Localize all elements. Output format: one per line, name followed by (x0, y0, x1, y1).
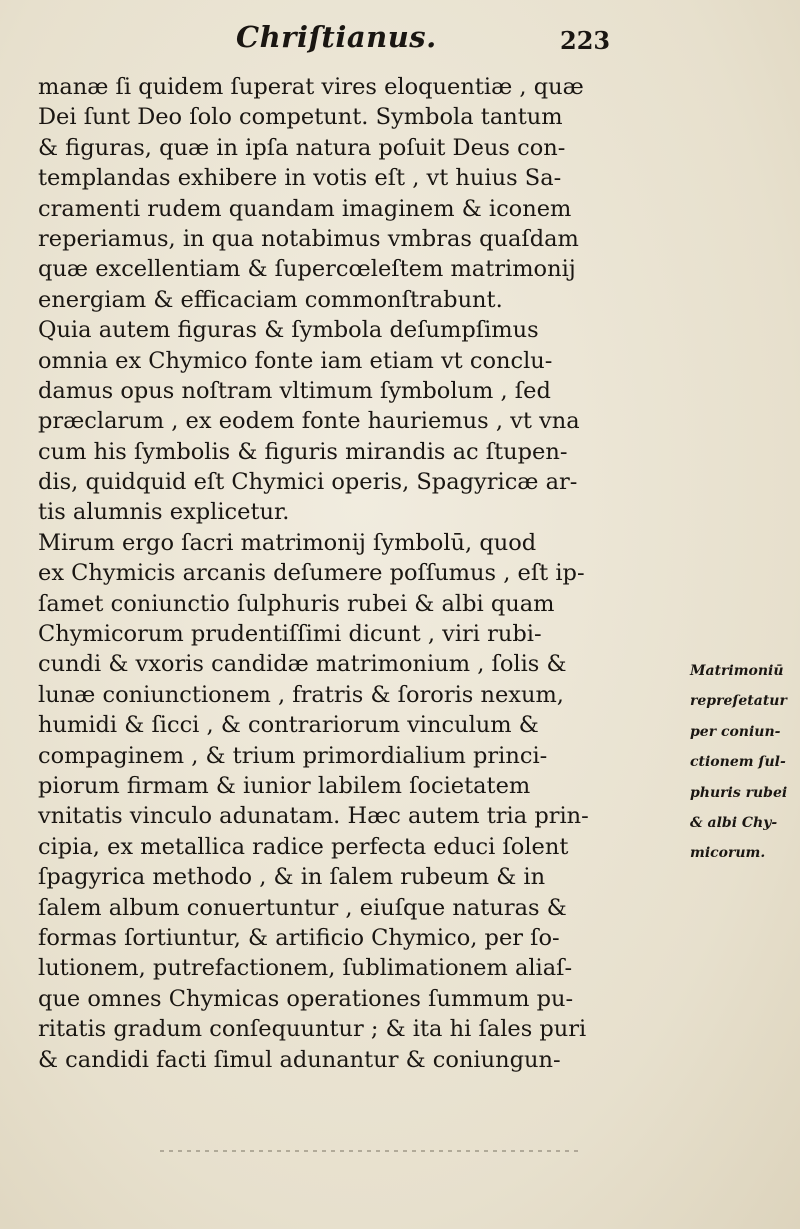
page-number: 223 (560, 26, 611, 55)
margin-note-line: & albi Chy- (690, 814, 778, 831)
text-line: cipia, ex metallica radice perfecta educi ſolent (38, 833, 569, 860)
margin-note-line: ctionem ſul- (690, 754, 786, 771)
text-line: humidi & ſicci , & contrariorum vinculum & (38, 712, 539, 739)
text-line: dis, quidquid eſt Chymici operis, Spagyricæ ar- (38, 469, 578, 496)
running-head (0, 12, 800, 62)
body-text (38, 72, 678, 1075)
text-line: Chymicorum prudentiſſimi dicunt , viri rubi- (38, 621, 542, 648)
running-title: Chriſtianus. (236, 20, 437, 54)
text-line: damus opus noſtram vltimum ſymbolum , ſed (38, 377, 551, 404)
text-line: compaginem , & trium primordialium princi- (38, 742, 548, 769)
text-line: energiam & efficaciam commonſtrabunt. (38, 286, 503, 313)
margin-note-line: micorum. (690, 845, 766, 862)
text-line: præclarum , ex eodem fonte hauriemus , vt vna (38, 408, 580, 435)
text-line: cramenti rudem quandam imaginem & iconem (38, 195, 572, 222)
text-line: Dei ſunt Deo ſolo competunt. Symbola tantum (38, 104, 563, 131)
text-line: Mirum ergo ſacri matrimonij ſymbolū, quod (38, 529, 537, 556)
text-line: ritatis gradum conſequuntur ; & ita hi ſales puri (38, 1016, 587, 1043)
text-line: reperiamus, in qua notabimus vmbras quaſdam (38, 225, 579, 252)
margin-note (690, 656, 795, 869)
page-bottom-bleed (160, 1150, 580, 1152)
text-line: omnia ex Chymico fonte iam etiam vt conclu- (38, 347, 553, 374)
text-line: & candidi facti ſimul adunantur & coniungun- (38, 1046, 561, 1073)
margin-note-line: phuris rubei (690, 784, 788, 801)
text-line: cum his ſymbolis & figuris mirandis ac ſtupen- (38, 438, 568, 465)
text-line: cundi & vxoris candidæ matrimonium , ſolis & (38, 651, 567, 678)
text-line: tis alumnis explicetur. (38, 499, 290, 526)
text-line: vnitatis vinculo adunatam. Hæc autem tria prin- (38, 803, 589, 830)
text-line: lutionem, putrefactionem, ſublimationem aliaſ- (38, 955, 573, 982)
text-line: ex Chymicis arcanis deſumere poſſumus , eſt ip- (38, 560, 585, 587)
text-line: ſalem album conuertuntur , eiuſque naturas & (38, 894, 567, 921)
text-line: & figuras, quæ in ipſa natura poſuit Deus con- (38, 134, 566, 161)
margin-note-line: Matrimoniū (690, 663, 784, 679)
text-line: que omnes Chymicas operationes ſummum pu- (38, 985, 574, 1012)
text-line: Quia autem figuras & ſymbola deſumpſimus (38, 317, 539, 344)
text-line: templandas exhibere in votis eſt , vt huius Sa- (38, 165, 562, 192)
text-line: ſamet coniunctio ſulphuris rubei & albi quam (38, 590, 555, 617)
text-line: quæ excellentiam & ſupercœleſtem matrimonij (38, 256, 576, 283)
text-line: piorum firmam & iunior labilem ſocietatem (38, 772, 531, 799)
margin-note-line: per coniun- (690, 723, 781, 740)
margin-note-line: repreſetatur (690, 693, 787, 710)
text-line: ſpagyrica methodo , & in ſalem rubeum & in (38, 864, 546, 891)
text-line: lunæ coniunctionem , fratris & ſororis nexum, (38, 681, 564, 708)
text-line: manæ ſi quidem ſuperat vires eloquentiæ , quæ (38, 74, 584, 100)
text-line: formas ſortiuntur, & artificio Chymico, per ſo- (38, 924, 560, 951)
